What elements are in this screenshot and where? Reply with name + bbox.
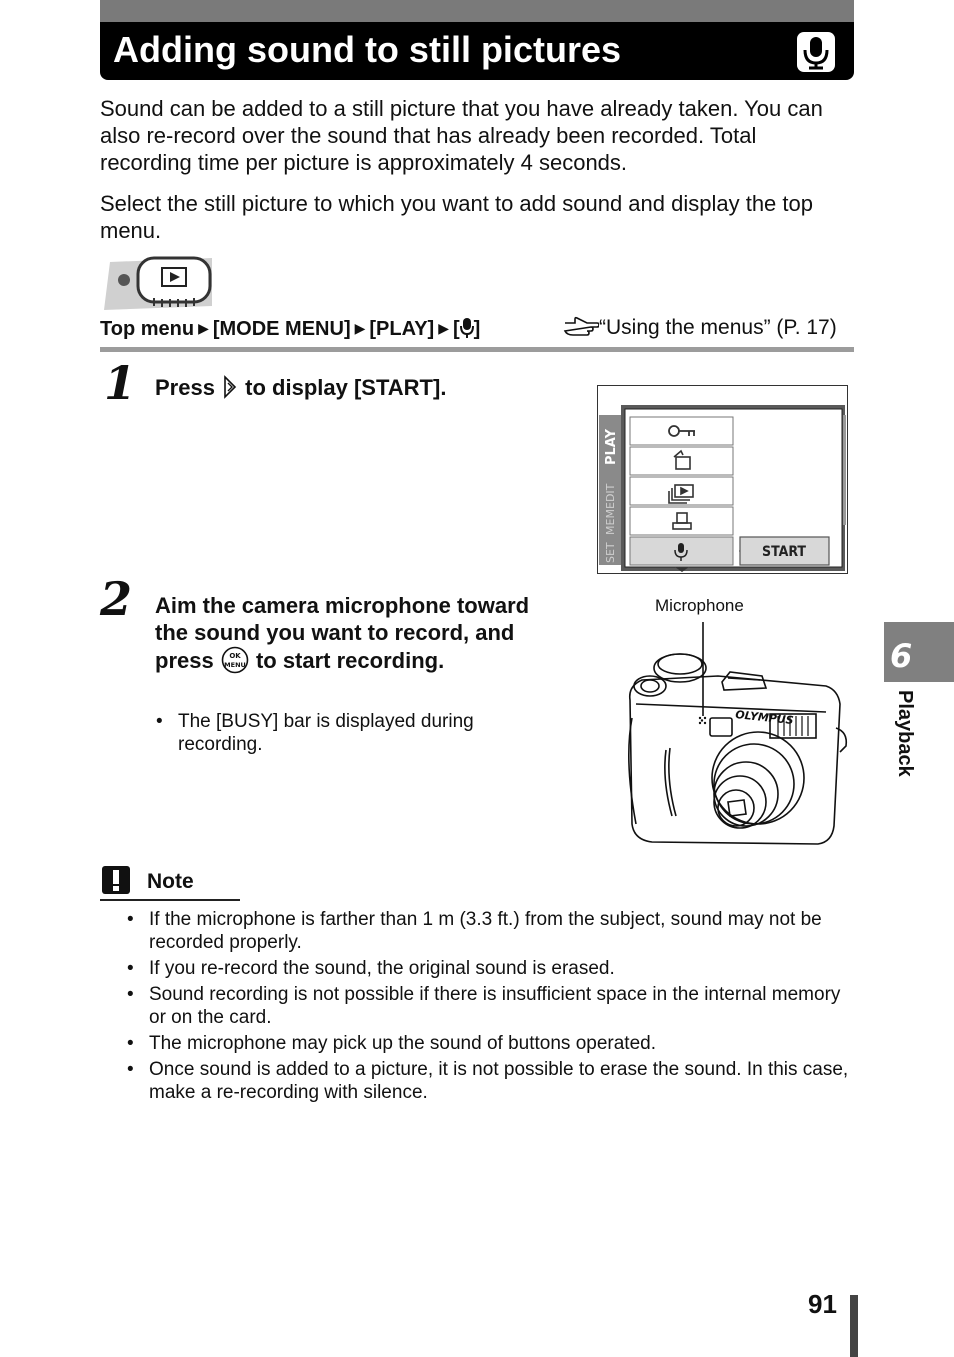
step-text: Press xyxy=(155,375,222,400)
list-item: • Sound recording is not possible if there is insufficient space in the internal memory or on the card. xyxy=(125,983,855,1029)
intro-paragraph: Sound can be added to a still picture that you have already taken. You can also re-record over the sound that has already been recorded. Total recording time per picture is approximately 4 seconds. xyxy=(100,96,823,175)
step-text: to start recording. xyxy=(249,648,445,673)
list-item: • The [BUSY] bar is displayed during recording. xyxy=(154,710,514,756)
svg-text:OK: OK xyxy=(229,652,241,660)
chapter-label: Playback xyxy=(894,690,916,777)
step-text: Aim the camera microphone toward the sound you want to record, and press xyxy=(155,593,530,673)
step-instruction xyxy=(155,592,545,674)
arrow-right-icon: ▶ xyxy=(198,320,209,336)
page-number: 91 xyxy=(808,1289,837,1319)
section-divider xyxy=(100,347,854,352)
menu-path-item: ] xyxy=(473,318,481,340)
reference-text: “Using the menus” (P. 17) xyxy=(599,316,837,339)
note-list xyxy=(125,908,855,1107)
playback-mode-dial-icon xyxy=(100,254,216,312)
menu-path-item: [ xyxy=(453,318,460,340)
microphone-label: Microphone xyxy=(655,596,744,615)
title-band xyxy=(100,0,854,24)
pointing-hand-icon xyxy=(563,315,599,337)
step-number: 2 xyxy=(100,572,133,626)
camera-brand-logo: OLYMPUS xyxy=(734,708,795,728)
chapter-number: 6 xyxy=(890,637,913,675)
page-title: Adding sound to still pictures xyxy=(113,29,621,70)
start-option: START xyxy=(762,544,806,560)
camera-illustration xyxy=(622,620,854,852)
list-item: • If you re-record the sound, the original sound is erased. xyxy=(125,957,855,980)
page-number-bar xyxy=(850,1295,858,1357)
step-number: 1 xyxy=(104,356,137,410)
menu-path-item: [PLAY] xyxy=(369,318,435,340)
lcd-tab-play: PLAY xyxy=(604,428,619,465)
arrow-pad-right-icon xyxy=(221,375,239,399)
lcd-tab-mem: MEM xyxy=(604,509,617,535)
microphone-icon xyxy=(460,317,474,339)
menu-path-item: Top menu xyxy=(100,318,195,340)
list-item: • The microphone may pick up the sound of buttons operated. xyxy=(125,1032,855,1055)
arrow-right-icon: ▶ xyxy=(438,320,449,336)
list-item: • Once sound is added to a picture, it is not possible to erase the sound. In this case, make a re-recording with silence. xyxy=(125,1058,855,1104)
lcd-screen xyxy=(597,385,848,574)
microphone-icon xyxy=(797,32,835,72)
page-reference xyxy=(563,314,837,342)
list-item: • If the microphone is farther than 1 m (3.3 ft.) from the subject, sound may not be recorded properly. xyxy=(125,908,855,954)
step-instruction xyxy=(155,374,446,401)
arrow-right-icon: ▶ xyxy=(354,320,366,336)
lcd-tab-edit: EDIT xyxy=(604,483,617,509)
exclamation-icon xyxy=(102,866,130,894)
intro-paragraph: Select the still picture to which you want to add sound and display the top menu. xyxy=(100,191,813,243)
menu-path-item: [MODE MENU] xyxy=(212,318,351,340)
step-text: to display [START]. xyxy=(239,375,447,400)
menu-path xyxy=(100,314,480,343)
note-heading: Note xyxy=(147,870,194,893)
note-underline xyxy=(100,899,240,901)
step-bullets xyxy=(154,710,514,756)
lcd-tab-set: SET xyxy=(604,542,617,563)
svg-text:MENU: MENU xyxy=(224,661,246,669)
ok-menu-button-icon xyxy=(220,646,250,674)
